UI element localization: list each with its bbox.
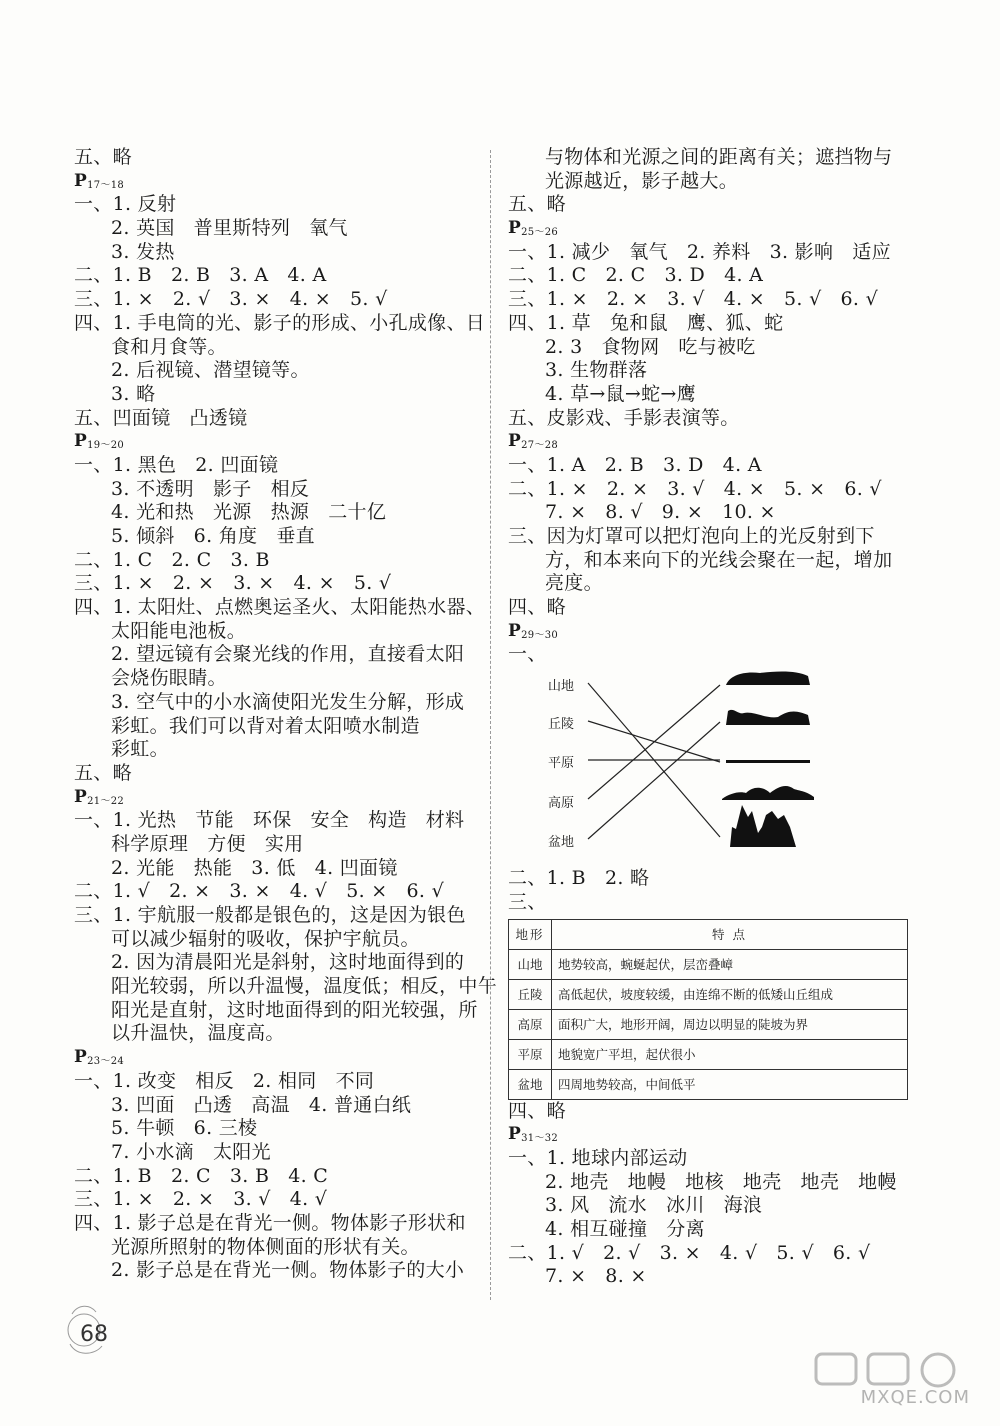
answer-line: 二、1. B 2. 略 xyxy=(508,867,650,890)
answer-line: 二、1. C 2. C 3. B xyxy=(74,548,270,571)
table-body xyxy=(509,949,908,1099)
answer-line: 2. 后视镜、潜望镜等。 xyxy=(111,359,310,382)
answer-line: 会烧伤眼睛。 xyxy=(111,667,227,690)
table-header-row xyxy=(509,919,908,949)
basin-shape-icon xyxy=(726,710,810,725)
answer-line: 食和月食等。 xyxy=(111,335,227,358)
answer-line: 三、因为灯罩可以把灯泡向上的光反射到下 xyxy=(508,525,875,547)
page-range-subscript: 27～28 xyxy=(521,440,559,452)
answer-line: 7. 小水滴 太阳光 xyxy=(111,1140,271,1163)
answer-line: 二、1. C 2. C 3. D 4. A xyxy=(508,264,764,287)
answer-line: 4. 光和热 光源 热源 二十亿 xyxy=(111,501,387,524)
page-range-heading xyxy=(74,170,484,194)
answer-line: 三、1. × 2. × 3. × 4. × 5. √ xyxy=(74,572,392,595)
right-top-answers xyxy=(508,146,918,667)
page-range-letter: P xyxy=(74,431,88,452)
match-line-basin xyxy=(588,722,720,839)
answer-line: 二、1. × 2. × 3. √ 4. × 5. × 6. √ xyxy=(508,477,882,500)
answer-line: 三、1. 宇航服一般都是银色的，这是因为银色 xyxy=(74,904,466,926)
terrain-feature-cell: 高低起伏，坡度较缓，由连绵不断的低矮山丘组成 xyxy=(552,979,908,1009)
page-range-subscript: 17～18 xyxy=(87,179,125,191)
terrain-table-wrapper xyxy=(508,919,918,1100)
right-mid-answers xyxy=(508,867,918,914)
diagram-label-plateau: 高原 xyxy=(548,796,575,812)
plain-shape-icon xyxy=(726,760,810,763)
answer-line: 二、1. B 2. B 3. A 4. A xyxy=(74,264,327,287)
left-column xyxy=(74,146,498,1283)
table-header-cell: 特 点 xyxy=(552,919,908,949)
page-range-letter: P xyxy=(508,218,522,239)
answer-line: 二、1. B 2. C 3. B 4. C xyxy=(74,1164,329,1187)
page-range-letter: P xyxy=(508,431,522,452)
page-range-heading xyxy=(508,620,918,644)
answer-line: 四、略 xyxy=(508,596,566,619)
answer-line: 3. 凹面 凸透 高温 4. 普通白纸 xyxy=(111,1093,412,1116)
page-range-heading xyxy=(508,1123,918,1147)
page-range-subscript: 25～26 xyxy=(521,227,559,239)
answer-line: 以升温快，温度高。 xyxy=(111,1022,285,1045)
answer-line: 一、1. 光热 节能 环保 安全 构造 材料 xyxy=(74,809,465,832)
answer-line: 阳光是直射，这时地面得到的阳光较强，所 xyxy=(111,998,478,1021)
answer-line: 四、1. 手电筒的光、影子的形成、小孔成像、日 xyxy=(74,311,486,334)
terrain-feature-cell: 四周地势较高，中间低平 xyxy=(552,1069,908,1099)
answer-line: 二、1. √ 2. √ 3. × 4. √ 5. √ 6. √ xyxy=(508,1241,871,1264)
answer-line: 三、 xyxy=(508,890,547,913)
answer-line: 一、1. 黑色 2. 凹面镜 xyxy=(74,453,279,476)
answer-line: 3. 生物群落 xyxy=(545,359,648,382)
answer-line: 5. 倾斜 6. 角度 垂直 xyxy=(111,525,315,547)
terrain-features-table xyxy=(508,919,908,1100)
terrain-feature-cell: 地貌宽广平坦，起伏很小 xyxy=(552,1039,908,1069)
page-range-subscript: 21～22 xyxy=(87,795,125,807)
answer-line: 光源越近，影子越大。 xyxy=(545,169,739,192)
table-row xyxy=(509,1039,908,1069)
answer-line: 四、1. 影子总是在背光一侧。物体影子形状和 xyxy=(74,1211,466,1234)
answer-line: 三、1. × 2. √ 3. × 4. × 5. √ xyxy=(74,288,388,311)
page-range-heading xyxy=(508,430,918,454)
page-range-heading xyxy=(74,430,484,454)
match-line-plateau xyxy=(588,685,720,799)
answer-line: 4. 相互碰撞 分离 xyxy=(545,1217,705,1240)
terrain-name-cell: 山地 xyxy=(509,949,552,979)
answer-line: 四、略 xyxy=(508,1099,566,1122)
answer-line: 科学原理 方便 实用 xyxy=(111,832,304,855)
answer-line: 3. 风 流水 冰川 海浪 xyxy=(545,1194,763,1217)
terrain-feature-cell: 地势较高，蜿蜒起伏，层峦叠嶂 xyxy=(552,949,908,979)
answer-line: 一、1. 反射 xyxy=(74,193,177,216)
table-row xyxy=(509,1069,908,1099)
answer-line: 一、1. 减少 氧气 2. 养料 3. 影响 适应 xyxy=(508,240,891,263)
answer-line: 3. 空气中的小水滴使阳光发生分解，形成 xyxy=(111,690,465,713)
terrain-feature-cell: 面积广大，地形开阔，周边以明显的陡坡为界 xyxy=(552,1009,908,1039)
page-range-heading xyxy=(74,1046,484,1070)
answer-line: 3. 不透明 影子 相反 xyxy=(111,477,310,500)
page-range-subscript: 19～20 xyxy=(87,440,125,452)
page-range-heading xyxy=(74,786,484,810)
diagram-label-mountain: 山地 xyxy=(548,679,575,695)
answer-line: 方，和本来向下的光线会聚在一起，增加 xyxy=(545,548,893,571)
answer-line: 三、1. × 2. × 3. √ 4. √ xyxy=(74,1188,328,1211)
terrain-matching-diagram xyxy=(508,667,908,867)
answer-line: 三、1. × 2. × 3. √ 4. × 5. √ 6. √ xyxy=(508,288,878,311)
answer-line: 与物体和光源之间的距离有关；遮挡物与 xyxy=(545,146,893,168)
diagram-label-plain: 平原 xyxy=(548,756,575,772)
answer-line: 一、1. 地球内部运动 xyxy=(508,1146,688,1169)
answer-line: 3. 略 xyxy=(111,382,156,405)
answer-line: 2. 3 食物网 吃与被吃 xyxy=(545,335,756,358)
page-number: 68 xyxy=(80,1322,108,1347)
page-range-subscript: 31～32 xyxy=(521,1133,559,1145)
watermark-text: MXQE.COM xyxy=(860,1387,970,1408)
column-divider xyxy=(490,150,491,1300)
page-range-letter: P xyxy=(74,170,88,191)
page-range-letter: P xyxy=(508,1124,522,1145)
terrain-name-cell: 平原 xyxy=(509,1039,552,1069)
answer-line: 2. 地壳 地幔 地核 地壳 地壳 地幔 xyxy=(545,1170,897,1193)
answer-line: 亮度。 xyxy=(545,572,603,595)
answer-line: 2. 英国 普里斯特列 氧气 xyxy=(111,217,348,240)
answer-line: 一、1. 改变 相反 2. 相同 不同 xyxy=(74,1069,375,1092)
page-range-letter: P xyxy=(74,786,88,807)
terrain-name-cell: 丘陵 xyxy=(509,979,552,1009)
answer-line: 五、皮影戏、手影表演等。 xyxy=(508,406,740,429)
terrain-diagram-graphic xyxy=(508,667,908,867)
answer-line: 彩虹。 xyxy=(111,738,169,761)
diagram-label-basin: 盆地 xyxy=(548,835,575,851)
hills-shape-icon xyxy=(722,786,814,800)
answer-line: 太阳能电池板。 xyxy=(111,619,247,642)
watermark-seal-icon xyxy=(810,1350,970,1390)
right-column xyxy=(508,146,918,1289)
answer-line: 四、1. 草 兔和鼠 鹰、狐、蛇 xyxy=(508,311,784,334)
answer-line: 4. 草→鼠→蛇→鹰 xyxy=(545,382,696,405)
answer-line: 2. 望远镜有会聚光线的作用，直接看太阳 xyxy=(111,643,465,666)
table-row xyxy=(509,1009,908,1039)
answer-line: 7. × 8. √ 9. × 10. × xyxy=(545,501,776,524)
table-row xyxy=(509,949,908,979)
answer-line: 可以减少辐射的吸收，保护宇航员。 xyxy=(111,927,420,950)
table-row xyxy=(509,979,908,1009)
watermark-logo xyxy=(810,1350,970,1410)
plateau-shape-icon xyxy=(726,672,810,686)
answer-line: 一、1. A 2. B 3. D 4. A xyxy=(508,453,762,476)
answer-line: 五、略 xyxy=(74,146,132,168)
answer-line: 一、 xyxy=(508,643,547,666)
answer-line: 光源所照射的物体侧面的形状有关。 xyxy=(111,1235,420,1258)
page-range-letter: P xyxy=(508,620,522,641)
answer-line: 2. 光能 热能 3. 低 4. 凹面镜 xyxy=(111,856,398,879)
mountain-shape-icon xyxy=(730,805,796,847)
answer-line: 2. 影子总是在背光一侧。物体影子的大小 xyxy=(111,1259,465,1282)
answer-line: 3. 发热 xyxy=(111,240,175,263)
page-range-subscript: 29～30 xyxy=(521,629,559,641)
answer-line: 五、凹面镜 凸透镜 xyxy=(74,406,248,429)
page-range-subscript: 23～24 xyxy=(87,1056,125,1068)
answer-line: 二、1. √ 2. × 3. × 4. √ 5. × 6. √ xyxy=(74,880,444,903)
right-bottom-answers xyxy=(508,1100,918,1290)
page-range-heading xyxy=(508,217,918,241)
diagram-label-hills: 丘陵 xyxy=(548,717,575,733)
answer-line: 四、1. 太阳灶、点燃奥运圣火、太阳能热水器、 xyxy=(74,596,486,619)
page-range-letter: P xyxy=(74,1047,88,1068)
answer-line: 5. 牛顿 6. 三棱 xyxy=(111,1117,258,1140)
answer-line: 2. 因为清晨阳光是斜射，这时地面得到的 xyxy=(111,951,465,974)
answer-line: 五、略 xyxy=(74,761,132,784)
table-header-cell: 地形 xyxy=(509,919,552,949)
answer-line: 五、略 xyxy=(508,193,566,216)
answer-line: 7. × 8. × xyxy=(545,1265,647,1288)
terrain-name-cell: 高原 xyxy=(509,1009,552,1039)
answer-line: 彩虹。我们可以背对着太阳喷水制造 xyxy=(111,714,420,737)
terrain-name-cell: 盆地 xyxy=(509,1069,552,1099)
answer-line: 阳光较弱，所以升温慢，温度低；相反，中午 xyxy=(111,975,498,998)
